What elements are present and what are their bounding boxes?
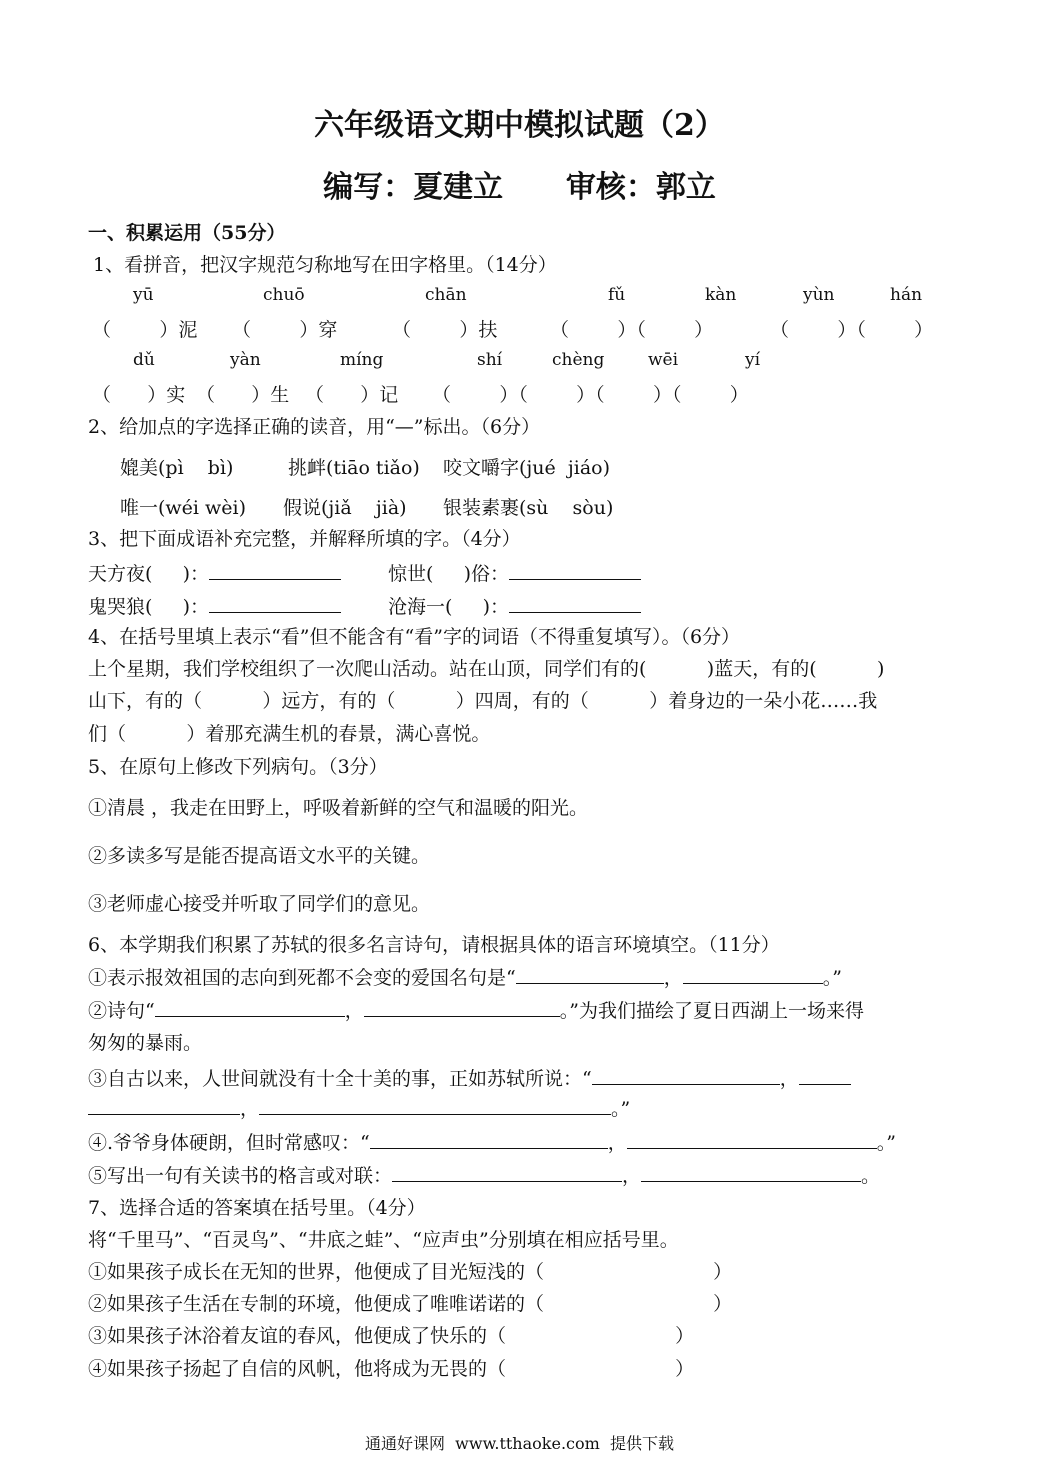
reading-item: 假说(jiǎ jià): [283, 497, 407, 519]
q7-sentence-4: ④如果孩子扬起了自信的风帆，他将成为无畏的（ ）: [88, 1358, 695, 1380]
idiom-item: 惊世( )俗：: [388, 559, 641, 586]
char-blank: （ ）（ ）: [550, 319, 714, 341]
char-blank: （ ）记: [305, 384, 399, 406]
char-blank: （ ）（ ）（ ）（ ）: [432, 384, 749, 406]
page-title: 六年级语文期中模拟试题（2）: [314, 108, 725, 143]
char-blank: （ ）穿: [232, 319, 338, 341]
q7-sentence-2: ②如果孩子生活在专制的环境，他便成了唯唯诺诺的（ ）: [88, 1293, 733, 1315]
reading-item: 唯一(wéi wèi): [120, 497, 247, 519]
q7-prompt: 7、选择合适的答案填在括号里。（4分）: [88, 1197, 426, 1219]
reading-item: 咬文嚼字(jué jiáo): [443, 457, 611, 479]
pinyin: chuō: [263, 285, 305, 305]
pinyin: yùn: [803, 285, 835, 305]
q3-row-1: [0, 559, 1039, 587]
q6-sentence-3: ③自古以来，人世间就没有十全十美的事，正如苏轼所说：“ ，: [88, 1066, 851, 1092]
q5-sentence-3: ③老师虚心接受并听取了同学们的意见。: [88, 893, 431, 915]
q5-sentence-1: ①清晨 ，我走在田野上，呼吸着新鲜的空气和温暖的阳光。: [88, 797, 589, 819]
pinyin: míng: [340, 350, 384, 370]
q4-prompt: 4、在括号里填上表示“看”但不能含有“看”字的词语（不得重复填写）。（6分）: [88, 626, 741, 648]
char-blank: （ ）实: [92, 384, 186, 406]
char-blank: （ ）生: [196, 384, 290, 406]
q7-intro: 将“千里马”、“百灵鸟”、“井底之蛙”、“应声虫”分别填在相应括号里。: [88, 1229, 679, 1251]
q1-char-row-1: [0, 315, 1039, 341]
q1-prompt: 1、看拼音，把汉字规范匀称地写在田字格里。（14分）: [93, 254, 557, 276]
q1-char-row-2: [0, 380, 1039, 406]
q6-sentence-3-cont: ， 。”: [88, 1096, 630, 1122]
q7-sentence-1: ①如果孩子成长在无知的世界，他便成了目光短浅的（ ）: [88, 1261, 733, 1283]
q6-sentence-4: ④.爷爷身体硬朗，但时常感叹：“ ， 。”: [88, 1132, 896, 1154]
page-subtitle: 编写：夏建立 审核：郭立: [323, 170, 716, 205]
q2-prompt: 2、给加点的字选择正确的读音，用“—”标出。（6分）: [88, 416, 541, 438]
pinyin: fǔ: [608, 285, 626, 305]
q5-sentence-2: ②多读多写是能否提高语文水平的关键。: [88, 845, 431, 867]
q3-row-2: [0, 592, 1039, 620]
pinyin: chān: [425, 285, 467, 305]
q3-prompt: 3、把下面成语补充完整，并解释所填的字。（4分）: [88, 528, 521, 550]
q2-row-1: [0, 453, 1039, 479]
page-footer: 通通好课网 www.tthaoke.com 提供下载: [365, 1434, 674, 1453]
q7-sentence-3: ③如果孩子沐浴着友谊的春风，他便成了快乐的（ ）: [88, 1325, 695, 1347]
char-blank: （ ）泥: [92, 319, 198, 341]
q6-sentence-2-cont: 匆匆的暴雨。: [88, 1032, 203, 1054]
q5-prompt: 5、在原句上修改下列病句。（3分）: [88, 756, 388, 778]
idiom-item: 沧海一( )：: [388, 592, 641, 619]
q6-sentence-1: ①表示报效祖国的志向到死都不会变的爱国名句是“ ， 。”: [88, 967, 842, 989]
idiom-item: 天方夜( )：: [88, 559, 341, 586]
pinyin: dǔ: [133, 350, 155, 370]
q6-sentence-2: ②诗句“ ， 。”为我们描绘了夏日西湖上一场来得: [88, 1000, 864, 1022]
reading-item: 挑衅(tiāo tiǎo): [288, 457, 420, 479]
pinyin: yàn: [230, 350, 261, 370]
pinyin: yū: [133, 285, 154, 305]
pinyin: hán: [890, 285, 923, 305]
q2-row-2: [0, 493, 1039, 519]
char-blank: （ ）（ ）: [770, 319, 934, 341]
q4-line-3: 们（ ）着那充满生机的春景，满心喜悦。: [88, 723, 491, 745]
pinyin: kàn: [705, 285, 737, 305]
q1-pinyin-row-2: [0, 350, 1039, 374]
q4-line-2: 山下，有的（ ）远方，有的（ ）四周，有的（ ）着身边的一朵小花……我: [88, 690, 878, 712]
pinyin: shí: [477, 350, 503, 370]
pinyin: wēi: [648, 350, 679, 370]
q6-prompt: 6、本学期我们积累了苏轼的很多名言诗句，请根据具体的语言环境填空。（11分）: [88, 934, 780, 956]
pinyin: chèng: [552, 350, 605, 370]
char-blank: （ ）扶: [392, 319, 498, 341]
idiom-item: 鬼哭狼( )：: [88, 592, 341, 619]
section-1-heading: 一、积累运用（55分）: [88, 222, 286, 244]
q6-sentence-5: ⑤写出一句有关读书的格言或对联： ， 。: [88, 1165, 881, 1187]
q1-pinyin-row-1: [0, 285, 1039, 309]
reading-item: 媲美(pì bì): [120, 457, 234, 479]
pinyin: yí: [745, 350, 761, 370]
reading-item: 银装素裹(sù sòu): [443, 497, 614, 519]
q4-line-1: 上个星期，我们学校组织了一次爬山活动。站在山顶，同学们有的( )蓝天，有的( ): [88, 658, 885, 680]
